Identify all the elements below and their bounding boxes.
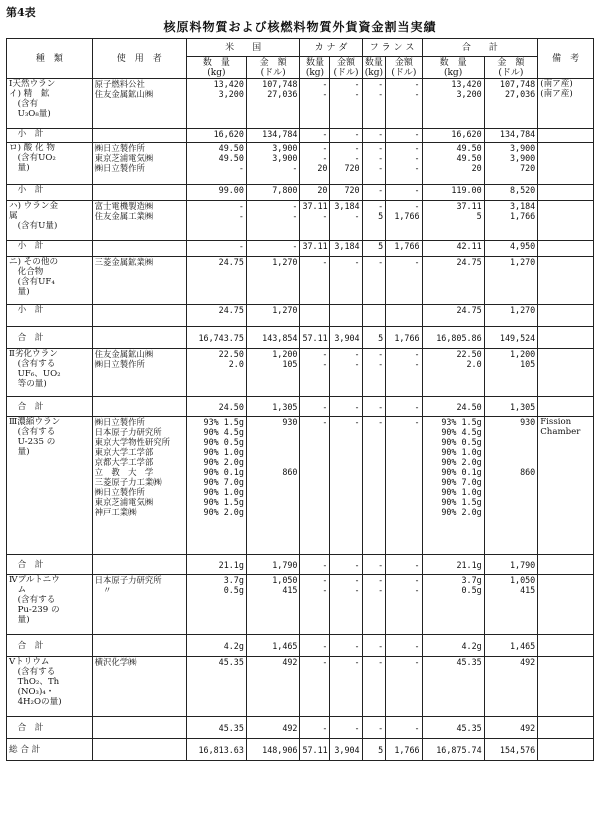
cell-category: ニ) その他の 化合物 (含有UF₄ 量)	[7, 257, 93, 305]
cell-category: 小 計	[7, 129, 93, 143]
cell-total-qty: 93% 1.5g 90% 4.5g 90% 0.5g 90% 1.0g 90% 2.0g 90% 0.1g 90% 7.0g 90% 1.0g 90% 1.5g 90% 2.0g	[422, 417, 484, 555]
cell-total-amt: 154,576	[484, 739, 538, 761]
cell-us-qty: 4.2g	[186, 635, 246, 657]
header-category: 種 類	[7, 39, 93, 79]
cell-fr-qty: -	[362, 555, 386, 575]
cell-ca-qty: -	[300, 397, 330, 417]
cell-fr-qty: - -	[362, 575, 386, 635]
cell-total-amt: 492	[484, 657, 538, 717]
cell-us-amt: - -	[246, 201, 300, 241]
cell-total-qty: 24.75	[422, 305, 484, 327]
cell-us-qty: 22.50 2.0	[186, 349, 246, 397]
cell-category: Ⅱ劣化ウラン (含有する UF₆、UO₂ 等の量)	[7, 349, 93, 397]
cell-category: ハ) ウラン金 属 (含有U量)	[7, 201, 93, 241]
cell-remarks	[538, 575, 594, 635]
cell-total-amt: 8,520	[484, 185, 538, 201]
cell-total-amt: 149,524	[484, 327, 538, 349]
header-ca-qty: 数量 (kg)	[300, 57, 330, 79]
cell-ca-amt: -	[330, 417, 362, 555]
cell-fr-amt: 1,766	[386, 241, 422, 257]
table-total-row	[7, 717, 594, 739]
table-row	[7, 241, 594, 257]
table-row	[7, 349, 594, 397]
cell-ca-qty: - -	[300, 349, 330, 397]
cell-fr-qty: -	[362, 397, 386, 417]
cell-fr-amt: - -	[386, 575, 422, 635]
table-total-row	[7, 555, 594, 575]
cell-ca-amt	[330, 305, 362, 327]
cell-fr-qty: -	[362, 257, 386, 305]
cell-category: Ⅲ濃縮ウラン (含有する U-235 の 量)	[7, 417, 93, 555]
cell-remarks	[538, 143, 594, 185]
cell-us-qty: -	[186, 241, 246, 257]
cell-ca-qty: -	[300, 555, 330, 575]
cell-user: 住友金属鉱山㈱ ㈱日立製作所	[92, 349, 186, 397]
cell-remarks	[538, 717, 594, 739]
cell-fr-amt: -	[386, 555, 422, 575]
cell-total-amt: 1,200 105	[484, 349, 538, 397]
cell-us-amt: 930 860	[246, 417, 300, 555]
cell-user: ㈱日立製作所 日本原子力研究所 東京大学物性研究所 東京大学工学部 京都大学工学部 立 教 大 学 三菱原子力工業㈱ ㈱日立製作所 東京芝浦電気㈱ 神戸工業㈱	[92, 417, 186, 555]
header-total: 合 計	[422, 39, 538, 57]
cell-ca-amt: -	[330, 397, 362, 417]
cell-fr-amt: - -	[386, 349, 422, 397]
cell-ca-amt: -	[330, 555, 362, 575]
cell-total-amt: 107,748 27,036	[484, 79, 538, 129]
cell-remarks	[538, 185, 594, 201]
cell-fr-amt: - 1,766	[386, 201, 422, 241]
cell-fr-qty: 5	[362, 241, 386, 257]
cell-ca-amt: -	[330, 635, 362, 657]
cell-total-qty: 16,805.86	[422, 327, 484, 349]
cell-ca-amt: -	[330, 717, 362, 739]
cell-remarks	[538, 739, 594, 761]
header-remarks: 備 考	[538, 39, 594, 79]
cell-ca-amt: - -	[330, 79, 362, 129]
cell-us-amt: 492	[246, 717, 300, 739]
cell-us-qty: 21.1g	[186, 555, 246, 575]
cell-total-qty: 13,420 3,200	[422, 79, 484, 129]
cell-category: 合 計	[7, 717, 93, 739]
cell-ca-qty	[300, 305, 330, 327]
cell-ca-qty: -	[300, 257, 330, 305]
cell-total-qty: 49.50 49.50 20	[422, 143, 484, 185]
cell-us-qty: 16,743.75	[186, 327, 246, 349]
cell-us-qty: 24.50	[186, 397, 246, 417]
cell-total-amt: 134,784	[484, 129, 538, 143]
cell-ca-amt: -	[330, 257, 362, 305]
cell-category: 総 合 計	[7, 739, 93, 761]
cell-total-qty: 3.7g 0.5g	[422, 575, 484, 635]
cell-us-amt: -	[246, 241, 300, 257]
cell-user	[92, 185, 186, 201]
header-ca-amt: 金額 (ドル)	[330, 57, 362, 79]
cell-fr-amt: -	[386, 635, 422, 657]
cell-total-qty: 22.50 2.0	[422, 349, 484, 397]
cell-user	[92, 635, 186, 657]
cell-remarks	[538, 555, 594, 575]
cell-total-qty: 42.11	[422, 241, 484, 257]
cell-total-amt: 1,305	[484, 397, 538, 417]
cell-total-qty: 45.35	[422, 717, 484, 739]
cell-fr-amt: - - -	[386, 143, 422, 185]
cell-us-amt: 107,748 27,036	[246, 79, 300, 129]
table-body	[7, 79, 594, 761]
cell-fr-qty: -	[362, 185, 386, 201]
cell-user: 富士電機製造㈱ 住友金属工業㈱	[92, 201, 186, 241]
cell-category: Ⅰ天然ウラン イ) 精 鉱 (含有 U₃O₈量)	[7, 79, 93, 129]
cell-ca-qty: 20	[300, 185, 330, 201]
cell-fr-qty	[362, 305, 386, 327]
cell-total-qty: 37.11 5	[422, 201, 484, 241]
table-number: 第4表	[6, 6, 36, 19]
cell-category: Ⅳプルトニウ ム (含有する Pu-239 の 量)	[7, 575, 93, 635]
table-row	[7, 305, 594, 327]
cell-total-qty: 45.35	[422, 657, 484, 717]
cell-fr-amt: -	[386, 717, 422, 739]
cell-user: ㈱日立製作所 東京芝浦電気㈱ ㈱日立製作所	[92, 143, 186, 185]
cell-ca-qty: -	[300, 657, 330, 717]
cell-user: 横沢化学㈱	[92, 657, 186, 717]
cell-us-qty: 16,620	[186, 129, 246, 143]
cell-fr-qty: -	[362, 717, 386, 739]
cell-category: 合 計	[7, 327, 93, 349]
cell-us-amt: 1,050 415	[246, 575, 300, 635]
header-fr-amt: 金額 (ドル)	[386, 57, 422, 79]
table-row	[7, 143, 594, 185]
cell-us-amt: 7,800	[246, 185, 300, 201]
cell-total-amt: 4,950	[484, 241, 538, 257]
table-row	[7, 575, 594, 635]
cell-us-qty: 24.75	[186, 257, 246, 305]
cell-total-qty: 16,875.74	[422, 739, 484, 761]
cell-fr-amt: -	[386, 657, 422, 717]
table-row	[7, 129, 594, 143]
cell-user: 三菱金属鉱業㈱	[92, 257, 186, 305]
cell-us-amt: 1,270	[246, 257, 300, 305]
cell-total-amt: 3,900 3,900 720	[484, 143, 538, 185]
cell-fr-amt: -	[386, 185, 422, 201]
cell-category: Ⅴトリウム (含有する ThO₂、Th (NO₃)₄・ 4H₂Oの量)	[7, 657, 93, 717]
cell-ca-qty: 57.11	[300, 739, 330, 761]
cell-category: 小 計	[7, 305, 93, 327]
cell-total-amt: 930 860	[484, 417, 538, 555]
cell-user	[92, 717, 186, 739]
cell-us-amt: 148,906	[246, 739, 300, 761]
cell-ca-qty: -	[300, 417, 330, 555]
header-canada: カ ナ ダ	[300, 39, 362, 57]
cell-ca-amt: 3,904	[330, 327, 362, 349]
cell-fr-amt: -	[386, 129, 422, 143]
table-total-row	[7, 327, 594, 349]
cell-total-amt: 1,270	[484, 257, 538, 305]
header-total-qty: 数 量 (kg)	[422, 57, 484, 79]
cell-remarks	[538, 327, 594, 349]
cell-us-qty: 3.7g 0.5g	[186, 575, 246, 635]
cell-us-qty: 13,420 3,200	[186, 79, 246, 129]
cell-us-amt: 1,305	[246, 397, 300, 417]
cell-remarks	[538, 201, 594, 241]
cell-total-amt: 1,790	[484, 555, 538, 575]
cell-us-amt: 1,790	[246, 555, 300, 575]
cell-total-qty: 24.50	[422, 397, 484, 417]
cell-fr-qty: - 5	[362, 201, 386, 241]
cell-total-amt: 1,270	[484, 305, 538, 327]
cell-category: 小 計	[7, 185, 93, 201]
cell-us-qty: 24.75	[186, 305, 246, 327]
cell-total-qty: 16,620	[422, 129, 484, 143]
table-total-row	[7, 739, 594, 761]
cell-ca-amt: - -	[330, 575, 362, 635]
cell-us-amt: 1,200 105	[246, 349, 300, 397]
cell-remarks	[538, 257, 594, 305]
cell-remarks	[538, 129, 594, 143]
table-row	[7, 657, 594, 717]
cell-ca-qty: 57.11	[300, 327, 330, 349]
cell-category: 合 計	[7, 635, 93, 657]
cell-fr-qty: -	[362, 635, 386, 657]
cell-fr-qty: -	[362, 129, 386, 143]
cell-ca-amt: -	[330, 129, 362, 143]
cell-user	[92, 739, 186, 761]
cell-us-qty: 99.00	[186, 185, 246, 201]
cell-total-amt: 492	[484, 717, 538, 739]
cell-fr-qty: -	[362, 657, 386, 717]
cell-ca-qty: 37.11	[300, 241, 330, 257]
cell-remarks	[538, 349, 594, 397]
document-page	[6, 4, 594, 761]
cell-us-amt: 134,784	[246, 129, 300, 143]
header-fr-qty: 数量 (kg)	[362, 57, 386, 79]
cell-total-qty: 4.2g	[422, 635, 484, 657]
cell-ca-qty: - - 20	[300, 143, 330, 185]
table-total-row	[7, 635, 594, 657]
allocation-table	[6, 38, 594, 761]
table-row	[7, 79, 594, 129]
cell-user	[92, 397, 186, 417]
cell-ca-amt: -	[330, 657, 362, 717]
cell-ca-qty: -	[300, 717, 330, 739]
header-us-amt: 金 額 (ドル)	[246, 57, 300, 79]
cell-ca-qty: -	[300, 635, 330, 657]
cell-ca-qty: - -	[300, 79, 330, 129]
cell-fr-amt: 1,766	[386, 327, 422, 349]
cell-fr-qty: - -	[362, 349, 386, 397]
cell-user: 原子燃料公社 住友金属鉱山㈱	[92, 79, 186, 129]
cell-fr-amt: 1,766	[386, 739, 422, 761]
cell-us-amt: 143,854	[246, 327, 300, 349]
cell-total-qty: 21.1g	[422, 555, 484, 575]
cell-fr-amt: -	[386, 257, 422, 305]
cell-ca-amt: - - 720	[330, 143, 362, 185]
cell-user: 日本原子力研究所 〃	[92, 575, 186, 635]
cell-us-qty: - -	[186, 201, 246, 241]
cell-ca-qty: -	[300, 129, 330, 143]
header-us-qty: 数 量 (kg)	[186, 57, 246, 79]
cell-user	[92, 327, 186, 349]
cell-us-qty: 16,813.63	[186, 739, 246, 761]
cell-remarks	[538, 397, 594, 417]
cell-remarks	[538, 305, 594, 327]
cell-total-amt: 1,050 415	[484, 575, 538, 635]
cell-fr-amt: -	[386, 397, 422, 417]
table-row	[7, 257, 594, 305]
cell-remarks: Fission Chamber	[538, 417, 594, 555]
cell-us-qty: 45.35	[186, 717, 246, 739]
cell-ca-amt: 3,184	[330, 241, 362, 257]
table-row	[7, 201, 594, 241]
cell-remarks	[538, 657, 594, 717]
cell-category: 合 計	[7, 555, 93, 575]
cell-ca-amt: - -	[330, 349, 362, 397]
cell-total-amt: 1,465	[484, 635, 538, 657]
table-total-row	[7, 397, 594, 417]
header-total-amt: 金 額 (ドル)	[484, 57, 538, 79]
cell-us-amt: 3,900 3,900 -	[246, 143, 300, 185]
cell-fr-amt: -	[386, 417, 422, 555]
cell-remarks	[538, 241, 594, 257]
header-us: 米 国	[186, 39, 300, 57]
cell-us-amt: 1,465	[246, 635, 300, 657]
header-france: フ ラ ン ス	[362, 39, 422, 57]
cell-category: ロ) 酸 化 物 (含有UO₂ 量)	[7, 143, 93, 185]
cell-us-amt: 1,270	[246, 305, 300, 327]
cell-fr-qty: 5	[362, 739, 386, 761]
cell-total-qty: 119.00	[422, 185, 484, 201]
cell-fr-qty: - - -	[362, 143, 386, 185]
header-user: 使 用 者	[92, 39, 186, 79]
table-title: 核原料物質および核燃料物質外貨資金割当実績	[163, 20, 437, 34]
cell-ca-qty: - -	[300, 575, 330, 635]
cell-remarks: (南ア産) (南ア産)	[538, 79, 594, 129]
cell-category: 合 計	[7, 397, 93, 417]
cell-fr-amt	[386, 305, 422, 327]
cell-user	[92, 129, 186, 143]
cell-fr-amt: - -	[386, 79, 422, 129]
cell-us-amt: 492	[246, 657, 300, 717]
cell-fr-qty: - -	[362, 79, 386, 129]
cell-ca-amt: 720	[330, 185, 362, 201]
cell-total-qty: 24.75	[422, 257, 484, 305]
cell-user	[92, 555, 186, 575]
cell-ca-amt: 3,904	[330, 739, 362, 761]
cell-ca-amt: 3,184 -	[330, 201, 362, 241]
table-row	[7, 417, 594, 555]
cell-remarks	[538, 635, 594, 657]
cell-user	[92, 241, 186, 257]
cell-user	[92, 305, 186, 327]
cell-us-qty: 49.50 49.50 -	[186, 143, 246, 185]
cell-us-qty: 93% 1.5g 90% 4.5g 90% 0.5g 90% 1.0g 90% 2.0g 90% 0.1g 90% 7.0g 90% 1.0g 90% 1.5g 90% 2.0g	[186, 417, 246, 555]
cell-fr-qty: 5	[362, 327, 386, 349]
table-row	[7, 185, 594, 201]
cell-total-amt: 3,184 1,766	[484, 201, 538, 241]
cell-ca-qty: 37.11 -	[300, 201, 330, 241]
cell-fr-qty: -	[362, 417, 386, 555]
cell-us-qty: 45.35	[186, 657, 246, 717]
cell-category: 小 計	[7, 241, 93, 257]
